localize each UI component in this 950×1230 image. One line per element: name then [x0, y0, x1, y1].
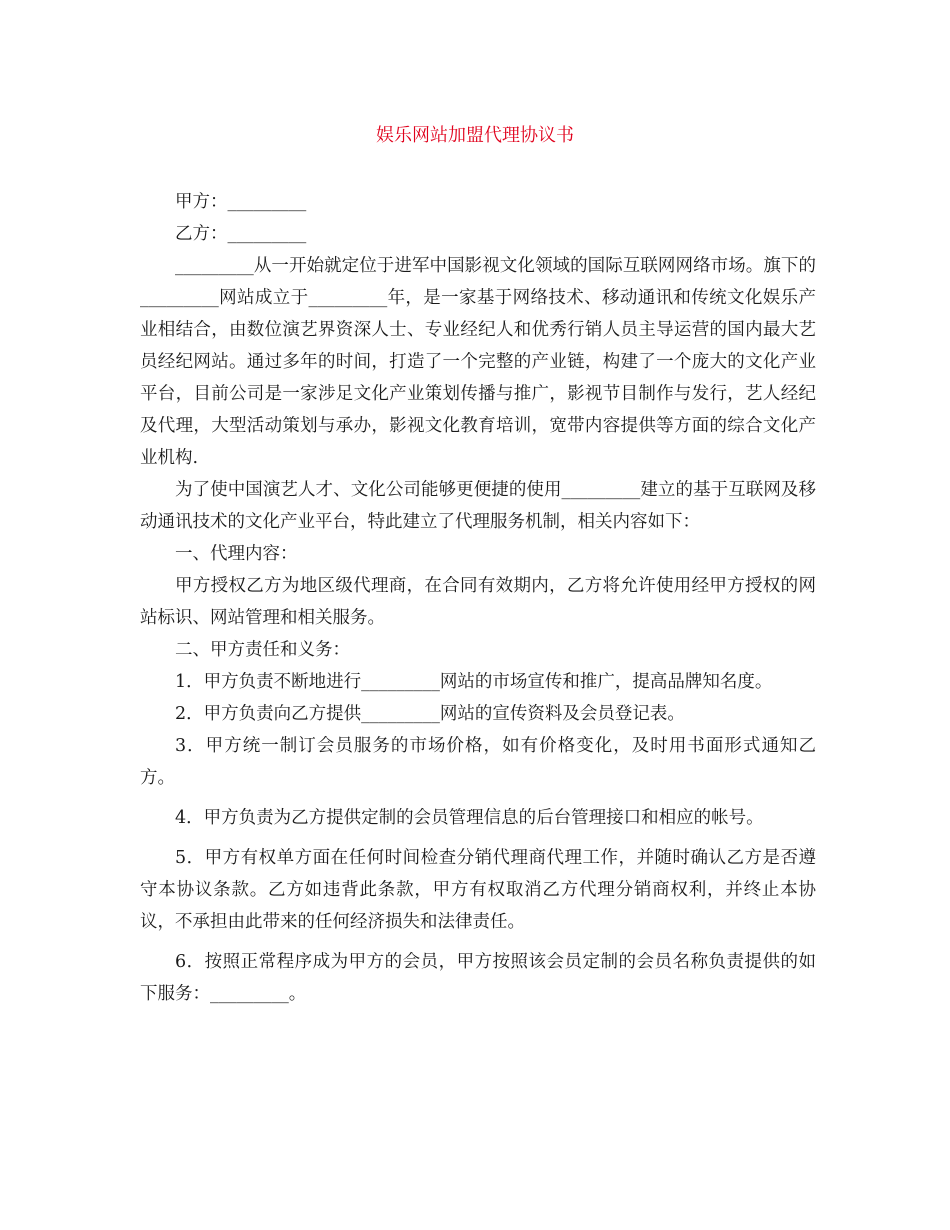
party-a-line: 甲方：_________ — [175, 192, 307, 212]
agency-content-paragraph: 甲方授权乙方为地区级代理商，在合同有效期内，乙方将允许使用经甲方授权的网站标识、网站管理和相关服务。 — [140, 576, 816, 628]
clause-3: 3．甲方统一制订会员服务的市场价格，如有价格变化，及时用书面形式通知乙方。 — [140, 736, 816, 788]
clause-4: 4．甲方负责为乙方提供定制的会员管理信息的后台管理接口和相应的帐号。 — [175, 808, 764, 828]
section-heading-agency-content: 一、代理内容： — [175, 544, 298, 564]
document-title: 娱乐网站加盟代理协议书 — [376, 125, 574, 146]
document-body — [140, 186, 816, 1010]
clause-5: 5．甲方有权单方面在任何时间检查分销代理商代理工作，并随时确认乙方是否遵守本协议条款。乙方如违背此条款，甲方有权取消乙方代理分销商权利，并终止本协议，不承担由此带来的任何经济损失和法律责任。 — [140, 848, 816, 932]
purpose-paragraph: 为了使中国演艺人才、文化公司能够更便捷的使用_________建立的基于互联网及移动通讯技术的文化产业平台，特此建立了代理服务机制，相关内容如下： — [140, 480, 816, 532]
clause-1: 1．甲方负责不断地进行_________网站的市场宣传和推广，提高品牌知名度。 — [175, 672, 773, 692]
section-heading-party-a-duties: 二、甲方责任和义务： — [175, 640, 350, 660]
intro-paragraph: _________从一开始就定位于进军中国影视文化领域的国际互联网网络市场。旗下的_________网站成立于_________年，是一家基于网络技术、移动通讯和传统文化娱乐产业相结合，由数位演艺界资深人士、专业经纪人和优秀行销人员主导运营的国内最大艺员经纪网站。通过多年的时间，打造了一个完整的产业链，构建了一个庞大的文化产业平台，目前公司是一家涉足文化产业策划传播与推广，影视节目制作与发行，艺人经纪及代理，大型活动策划与承办，影视文化教育培训，宽带内容提供等方面的综合文化产业机构. — [140, 256, 816, 468]
party-b-line: 乙方：_________ — [175, 224, 307, 244]
clause-2: 2．甲方负责向乙方提供_________网站的宣传资料及会员登记表。 — [175, 704, 685, 724]
clause-6: 6．按照正常程序成为甲方的会员，甲方按照该会员定制的会员名称负责提供的如下服务：_________。 — [140, 952, 816, 1004]
